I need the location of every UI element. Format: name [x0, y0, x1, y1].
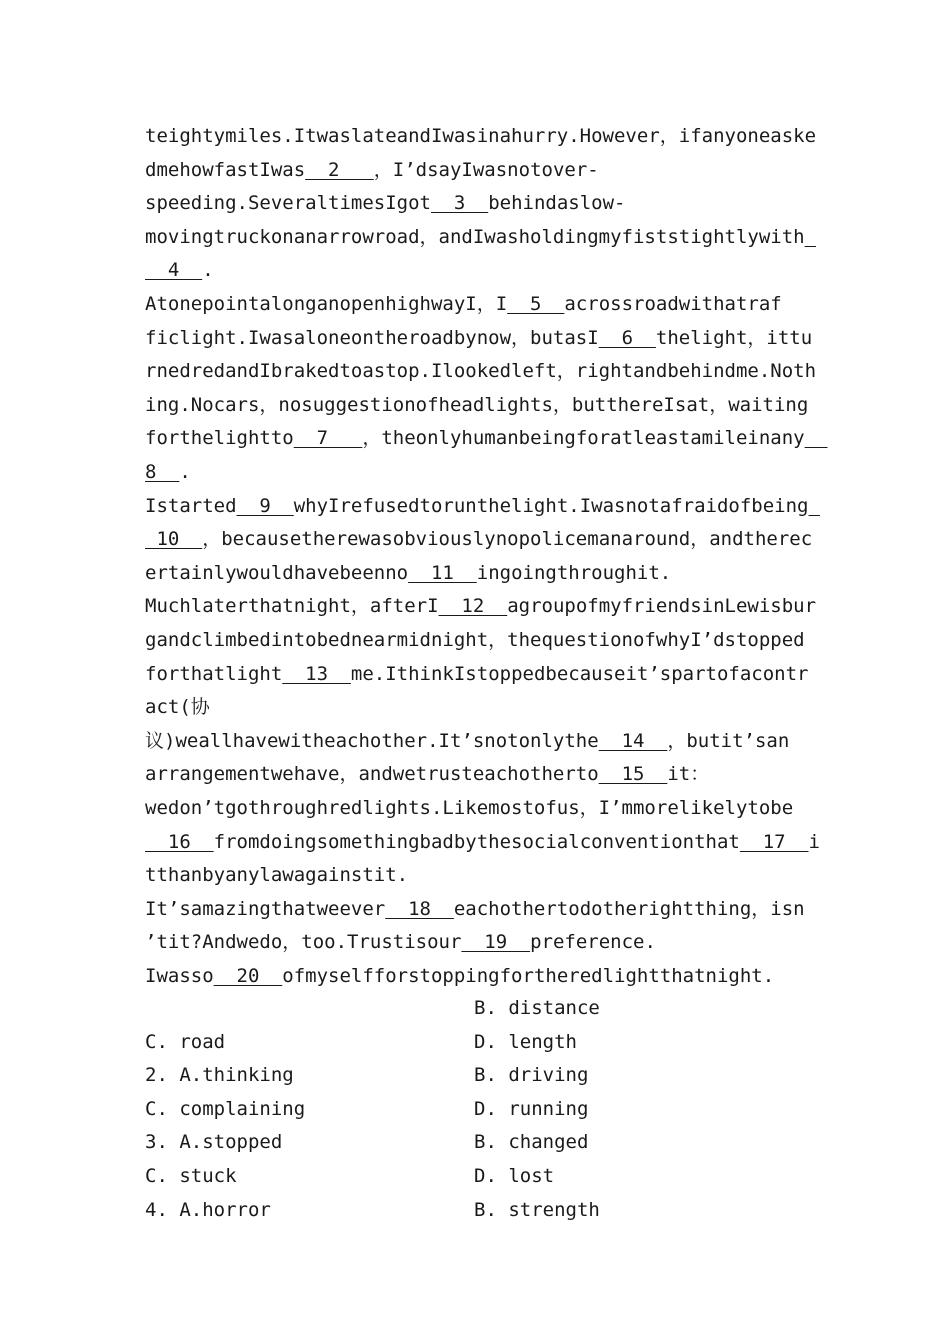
passage-line — [145, 628, 805, 652]
passage-text: arrangementwehave，andwetrusteachotherto — [145, 763, 599, 786]
answer-blank: 9 — [236, 494, 294, 517]
answer-blank: 10 — [145, 528, 203, 551]
option-right: D. lost — [474, 1165, 555, 1187]
passage-text: rnedredandIbrakedtoastop.Ilookedleft，rightandbehindme.Noth — [145, 360, 817, 383]
option-left: C. complaining — [145, 1097, 306, 1120]
passage-text: acrossroadwithatraf — [564, 293, 782, 315]
answer-blank: 6 — [598, 326, 656, 349]
passage-text: Muchlaterthatnight，afterI — [145, 595, 439, 618]
passage-line — [145, 762, 805, 786]
passage-line — [145, 225, 805, 249]
answer-blank: 15 — [598, 763, 668, 786]
passage-line — [145, 124, 817, 148]
passage-text: whyIrefusedtorunthelight.Iwasnotafraidofbeing — [293, 494, 809, 517]
passage-text: . — [202, 259, 214, 282]
passage-line — [145, 527, 813, 551]
option-right: B. driving — [474, 1064, 589, 1087]
answer-blank: 5 — [507, 293, 565, 315]
passage-text: speeding.SeveraltimesIgot — [145, 192, 431, 215]
passage-text: teightymiles.ItwaslateandIwasinahurry.However，ifanyoneaske — [145, 125, 817, 147]
passage-text: Istarted — [145, 494, 237, 517]
passage-text: movingtruckonanarrowroad，andIwasholdingmyfiststightlywith — [145, 225, 805, 248]
option-right: B. changed — [474, 1131, 589, 1154]
passage-text: 议)weallhavewitheachother.It’snotonlythe — [145, 729, 599, 752]
passage-line — [145, 158, 805, 182]
answer-blank: 13 — [282, 662, 351, 685]
answer-blank: 11 — [408, 561, 477, 584]
passage-line — [145, 426, 805, 450]
passage-text: ertainlywouldhavebeenno — [145, 561, 409, 584]
passage-text: act(协 — [145, 696, 210, 719]
passage-text: preference. — [530, 931, 656, 954]
answer-blank: 20 — [213, 965, 283, 987]
passage-text: wedon’tgothroughredlights.Likemostofus，I’mmorelikelytobe — [145, 797, 794, 819]
answer-blank: 17 — [739, 830, 809, 853]
passage-text: me.IthinkIstoppedbecauseit’spartofacontr — [350, 662, 809, 685]
option-right: D. running — [474, 1097, 589, 1120]
passage-line — [145, 863, 805, 887]
option-right: B. strength — [474, 1198, 600, 1221]
passage-text: AtonepointalonganopenhighwayI，I — [145, 293, 508, 315]
passage-text: ，butit’san — [667, 729, 790, 752]
passage-text: forthelightto — [145, 427, 294, 450]
passage-text: tthanbyanylawagainstit. — [145, 864, 409, 887]
answer-blank — [808, 495, 819, 517]
passage-line — [145, 460, 805, 484]
answer-blank: 4 — [145, 259, 203, 282]
passage-line — [145, 796, 805, 820]
passage-text: fromdoingsomethingbadbythesocialconventionthat — [213, 830, 740, 853]
answer-blank: 12 — [438, 595, 508, 618]
passage-text: ，becausetherewasobviouslynopolicemanaround，andtherec — [202, 528, 813, 551]
passage-text: behindaslow- — [488, 192, 626, 215]
passage-line — [145, 393, 809, 417]
passage-text: ficlight.Iwasaloneontheroadbynow，butasI — [145, 326, 599, 349]
passage-line — [145, 662, 809, 686]
passage-line — [145, 964, 805, 988]
passage-line — [145, 695, 805, 719]
passage-line — [145, 561, 805, 585]
passage-line — [145, 897, 805, 921]
passage-line — [145, 326, 813, 350]
passage-text: dmehowfastIwas — [145, 158, 306, 181]
passage-text: . — [179, 461, 191, 483]
passage-line — [145, 729, 805, 753]
passage-text: gandclimbedintobednearmidnight，thequestionofwhyI’dstopped — [145, 629, 805, 651]
answer-blank: 14 — [598, 729, 668, 752]
passage-text: eachothertodotherightthing，isn — [453, 897, 805, 920]
passage-text: It’samazingthatweever — [145, 897, 386, 920]
passage-line — [145, 594, 817, 618]
option-left: 3. A.stopped — [145, 1131, 283, 1154]
option-left: 4. A.horror — [145, 1198, 271, 1221]
passage-text: agroupofmyfriendsinLewisbur — [507, 595, 817, 618]
passage-line — [145, 191, 805, 215]
passage-text: thelight，ittu — [655, 326, 813, 349]
passage-line — [145, 292, 805, 316]
passage-text: ’tit?Andwedo，too.Trustisour — [145, 931, 462, 954]
answer-blank: 18 — [385, 897, 454, 920]
option-left: C. road — [145, 1030, 226, 1053]
passage-line — [145, 930, 805, 954]
passage-text: ，theonlyhumanbeingforatleastamileinany — [362, 427, 805, 450]
option-left: 2. A.thinking — [145, 1064, 294, 1087]
passage-text: forthatlight — [145, 662, 283, 685]
answer-blank — [805, 427, 828, 449]
passage-line — [145, 258, 805, 282]
passage-text: i — [808, 830, 820, 853]
passage-text: ofmyselfforstoppingfortheredlightthatnight. — [282, 965, 775, 987]
answer-blank: 3 — [430, 192, 489, 215]
passage-text: ingoingthroughit. — [476, 561, 672, 584]
option-right: B. distance — [474, 997, 600, 1019]
passage-text: it： — [667, 763, 710, 786]
option-right: D. length — [474, 1030, 577, 1053]
passage-line — [145, 359, 817, 383]
answer-blank: 7 — [293, 427, 363, 450]
passage-text: ，I’dsayIwasnotover- — [373, 158, 599, 181]
option-left: C. stuck — [145, 1165, 237, 1187]
passage-text: ing.Nocars，nosuggestionofheadlights，butthereIsat，waiting — [145, 393, 809, 416]
passage-line — [145, 494, 809, 518]
passage-line — [145, 830, 820, 854]
passage-text: Iwasso — [145, 965, 214, 987]
answer-blank: 19 — [461, 931, 531, 954]
answer-blank: 2 — [305, 158, 374, 181]
answer-blank: 8 — [145, 461, 180, 483]
answer-blank — [805, 226, 816, 248]
answer-blank: 16 — [145, 830, 214, 853]
